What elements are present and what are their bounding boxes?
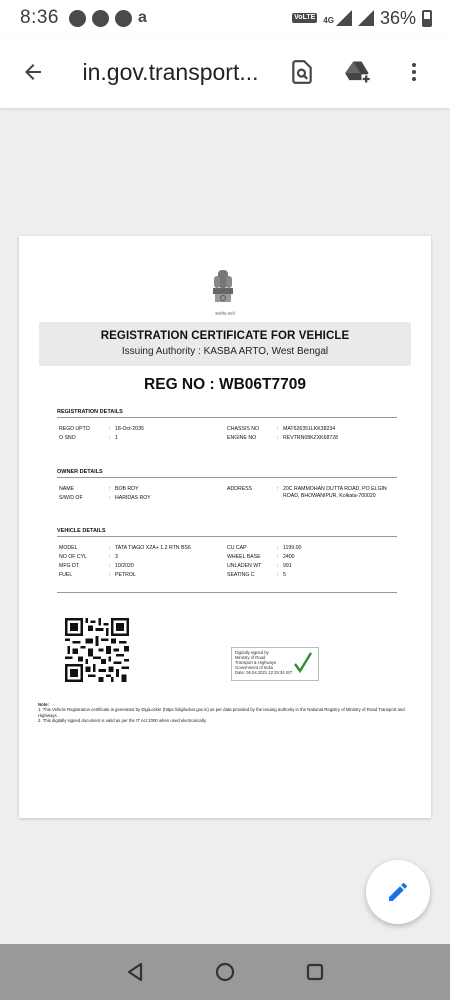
owner-name-row: NAME : BOB ROY: [59, 486, 139, 492]
document-note: [38, 702, 416, 723]
divider: [57, 536, 397, 537]
divider: [57, 477, 397, 478]
facebook-icon: [115, 10, 132, 27]
regd-upto-row: REGD UPTO : 18-Oct-2035: [59, 426, 144, 432]
arrow-back-icon: [21, 60, 45, 84]
messenger-icon: [69, 10, 86, 27]
registration-number: REG NO : WB06T7709: [144, 376, 306, 393]
emblem-motto: सत्यमेव जयते: [215, 311, 235, 316]
network-type: 4G: [323, 15, 334, 25]
signature-line: Ministry of Road: [235, 655, 266, 660]
certificate-heading: REGISTRATION CERTIFICATE FOR VEHICLE: [100, 330, 350, 342]
qr-code: [65, 618, 129, 682]
divider: [57, 592, 397, 593]
chat-icon: [92, 10, 109, 27]
note-2: 2. This digitally signed document is valid as per the IT Act 2000 when used electronically.: [38, 717, 207, 723]
signature-date: Date: 06.04.2021 12:25:34 IST: [235, 670, 293, 675]
battery-percent: 36%: [379, 7, 416, 28]
swd-row: S/W/D OF : HARIDAS ROY: [59, 495, 151, 501]
chassis-row: CHASSIS NO : MAT626351LKK38234: [227, 426, 336, 432]
note-1: 1. This Vehicle Registration certificate is generated by DigiLocker (https://digilocker.gov.in) as per data provided by the issuing authority in the National Registry of Ministry of Road Transport and Highways.: [38, 707, 405, 718]
status-time: 8:36: [20, 7, 59, 28]
save-to-drive-button[interactable]: [330, 44, 386, 100]
cubic-capacity-row: CU CAP : 1199.00: [227, 545, 302, 551]
pencil-icon: [386, 880, 410, 904]
more-vert-icon: [402, 60, 426, 84]
address-row: ADDRESS : 20C RAMMOHAN DUTTA ROAD, PO ELGIN ROAD, BHOWANIPUR, Kolkata-700020: [227, 486, 387, 499]
amazon-icon: a: [137, 9, 147, 26]
signature-line: Transport & Highways: [235, 660, 277, 665]
o-sno-row: O SNO : 1: [59, 435, 118, 441]
signal-icon: [336, 10, 352, 26]
fuel-row: FUEL : PETROL: [59, 572, 136, 578]
divider: [57, 417, 397, 418]
issuing-authority: Issuing Authority : KASBA ARTO, West Bengal: [121, 346, 329, 357]
drive-add-icon: [344, 58, 372, 86]
registration-details-title: REGISTRATION DETAILS: [57, 409, 123, 415]
volte-icon: VoLTE: [294, 14, 316, 21]
nav-recents-button[interactable]: [295, 952, 335, 992]
vehicle-details-title: VEHICLE DETAILS: [57, 528, 106, 534]
back-button[interactable]: [2, 40, 65, 104]
app-toolbar: [0, 36, 450, 108]
circle-home-icon: [214, 961, 236, 983]
certificate-header: [39, 322, 411, 366]
triangle-back-icon: [124, 961, 146, 983]
signature-line: Government of India: [235, 665, 273, 670]
system-nav-bar: [0, 944, 450, 1000]
signature-line: Digitally signed by: [235, 650, 269, 655]
mfg-date-row: MFG DT : 10/2020: [59, 563, 134, 569]
find-in-document-button[interactable]: [274, 44, 330, 100]
national-emblem-icon: [209, 268, 237, 310]
wheel-base-row: WHEEL BASE : 2400: [227, 554, 295, 560]
square-recents-icon: [304, 961, 326, 983]
engine-row: ENGINE NO : REVTRN08KZXK68728: [227, 435, 339, 441]
seating-row: SEATING C : 5: [227, 572, 286, 578]
notification-icons: [69, 10, 147, 27]
signal-icon-2: [358, 10, 374, 26]
nav-back-button[interactable]: [115, 952, 155, 992]
status-bar: [0, 0, 450, 36]
check-mark-icon: [294, 651, 312, 675]
owner-details-title: OWNER DETAILS: [57, 469, 103, 475]
edit-fab-button[interactable]: [366, 860, 430, 924]
unladen-weight-row: UNLADEN WT : 991: [227, 563, 292, 569]
nav-home-button[interactable]: [205, 952, 245, 992]
digital-signature-box: [231, 647, 319, 681]
more-options-button[interactable]: [386, 44, 442, 100]
document-page[interactable]: [19, 236, 431, 818]
battery-icon: [422, 10, 432, 27]
cylinders-row: NO OF CYL : 3: [59, 554, 118, 560]
page-title: in.gov.transport...: [82, 58, 259, 85]
note-title: Note:: [38, 702, 49, 707]
document-search-icon: [289, 59, 315, 85]
model-row: MODEL : TATA TIAGO XZA+ 1.2 RTN BS6: [59, 545, 191, 551]
